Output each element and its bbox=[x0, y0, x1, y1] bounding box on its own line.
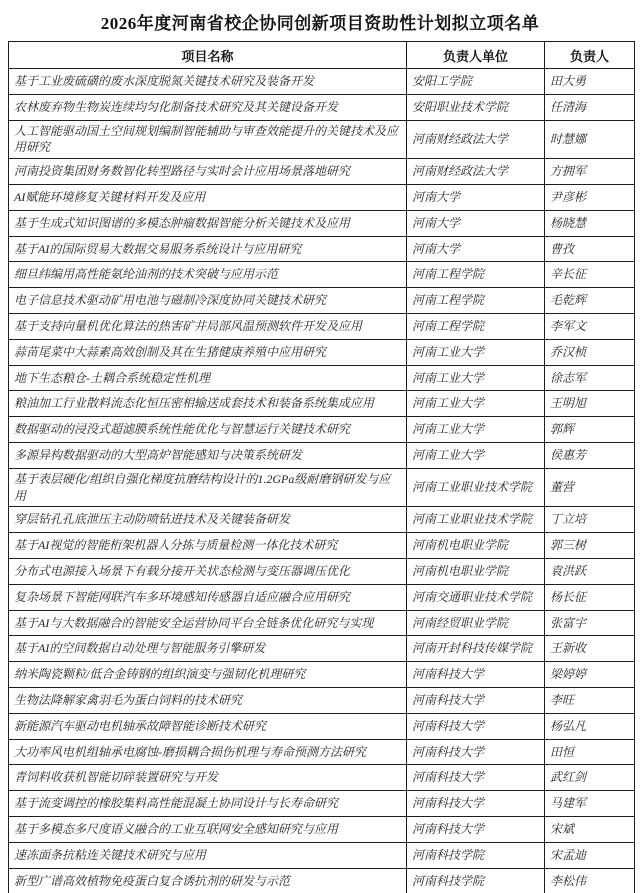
leader-unit-cell: 安阳工学院 bbox=[407, 69, 545, 95]
table-row bbox=[9, 791, 635, 817]
project-roster-table bbox=[8, 41, 635, 893]
leader-name-cell: 梁婷婷 bbox=[545, 662, 635, 688]
leader-name-cell: 董营 bbox=[545, 468, 635, 507]
project-name-cell: 生物法降解家禽羽毛为蛋白饲料的技术研究 bbox=[9, 687, 407, 713]
project-name-cell: 基于多模态多尺度语义融合的工业互联网安全感知研究与应用 bbox=[9, 816, 407, 842]
project-name-cell: 大功率风电机组轴承电腐蚀-磨损耦合损伤机理与寿命预测方法研究 bbox=[9, 739, 407, 765]
leader-unit-cell: 河南工业大学 bbox=[407, 417, 545, 443]
table-row bbox=[9, 610, 635, 636]
table-row bbox=[9, 468, 635, 507]
leader-name-cell: 李松伟 bbox=[545, 868, 635, 893]
leader-unit-cell: 河南大学 bbox=[407, 184, 545, 210]
table-row bbox=[9, 636, 635, 662]
leader-unit-cell: 河南经贸职业学院 bbox=[407, 610, 545, 636]
leader-name-cell: 王新收 bbox=[545, 636, 635, 662]
table-row bbox=[9, 868, 635, 893]
page-title: 2026年度河南省校企协同创新项目资助性计划拟立项名单 bbox=[100, 14, 540, 33]
project-name-cell: 基于AI的国际贸易大数据交易服务系统设计与应用研究 bbox=[9, 236, 407, 262]
project-name-cell: 河南投资集团财务数智化转型路径与实时会计应用场景落地研究 bbox=[9, 159, 407, 185]
project-name-cell: 基于AI的空间数据自动处理与智能服务引擎研发 bbox=[9, 636, 407, 662]
project-name-cell: 基于AI与大数据融合的智能安全运营协同平台全链条优化研究与实现 bbox=[9, 610, 407, 636]
leader-unit-cell: 河南科技大学 bbox=[407, 687, 545, 713]
table-body bbox=[9, 69, 635, 893]
leader-unit-cell: 河南机电职业学院 bbox=[407, 558, 545, 584]
table-row bbox=[9, 507, 635, 533]
leader-unit-cell: 河南工业大学 bbox=[407, 365, 545, 391]
leader-name-cell: 徐志军 bbox=[545, 365, 635, 391]
leader-unit-cell: 河南工业大学 bbox=[407, 391, 545, 417]
table-row bbox=[9, 533, 635, 559]
table-row bbox=[9, 184, 635, 210]
table-row bbox=[9, 662, 635, 688]
leader-name-cell: 杨长征 bbox=[545, 584, 635, 610]
leader-unit-cell: 河南工业职业技术学院 bbox=[407, 468, 545, 507]
table-row bbox=[9, 313, 635, 339]
leader-name-cell: 杨晓慧 bbox=[545, 210, 635, 236]
table-row bbox=[9, 417, 635, 443]
column-header-leader-unit: 负责人单位 bbox=[407, 42, 545, 69]
project-name-cell: 电子信息技术驱动矿用电池与磁制冷深度协同关键技术研究 bbox=[9, 288, 407, 314]
leader-unit-cell: 河南交通职业技术学院 bbox=[407, 584, 545, 610]
table-row bbox=[9, 159, 635, 185]
table-row bbox=[9, 442, 635, 468]
project-name-cell: 基于表层硬化/组织自强化梯度抗磨结构设计的1.2GPa级耐磨钢研发与应用 bbox=[9, 468, 407, 507]
leader-name-cell: 郭辉 bbox=[545, 417, 635, 443]
leader-name-cell: 田大勇 bbox=[545, 69, 635, 95]
table-row bbox=[9, 210, 635, 236]
leader-unit-cell: 河南科技大学 bbox=[407, 739, 545, 765]
leader-name-cell: 侯惠芳 bbox=[545, 442, 635, 468]
table-row bbox=[9, 687, 635, 713]
leader-unit-cell: 河南财经政法大学 bbox=[407, 120, 545, 159]
project-name-cell: 复杂场景下智能网联汽车多环境感知传感器自适应融合应用研究 bbox=[9, 584, 407, 610]
table-row bbox=[9, 94, 635, 120]
column-header-leader: 负责人 bbox=[545, 42, 635, 69]
leader-unit-cell: 河南机电职业学院 bbox=[407, 533, 545, 559]
leader-name-cell: 王明旭 bbox=[545, 391, 635, 417]
project-name-cell: 新能源汽车驱动电机轴承故障智能诊断技术研究 bbox=[9, 713, 407, 739]
table-row bbox=[9, 765, 635, 791]
project-name-cell: 青饲料收获机智能切碎装置研究与开发 bbox=[9, 765, 407, 791]
project-name-cell: 穿层钻孔孔底泄压主动防喷钻进技术及关键装备研发 bbox=[9, 507, 407, 533]
table-row bbox=[9, 584, 635, 610]
leader-unit-cell: 河南工程学院 bbox=[407, 262, 545, 288]
leader-name-cell: 乔汉桢 bbox=[545, 339, 635, 365]
leader-unit-cell: 河南工业大学 bbox=[407, 442, 545, 468]
table-row bbox=[9, 236, 635, 262]
project-name-cell: 基于工业废硫磺的废水深度脱氮关键技术研究及装备开发 bbox=[9, 69, 407, 95]
project-name-cell: 多源异构数据驱动的大型高炉智能感知与决策系统研发 bbox=[9, 442, 407, 468]
table-row bbox=[9, 262, 635, 288]
project-name-cell: 细旦纬编用高性能氨纶油剂的技术突破与应用示范 bbox=[9, 262, 407, 288]
project-name-cell: 农林废弃物生物炭连续均匀化制备技术研究及其关键设备开发 bbox=[9, 94, 407, 120]
table-header bbox=[9, 42, 635, 69]
column-header-project-name: 项目名称 bbox=[9, 42, 407, 69]
project-name-cell: 基于流变调控的橡胶集料高性能混凝土协同设计与长寿命研究 bbox=[9, 791, 407, 817]
leader-unit-cell: 河南财经政法大学 bbox=[407, 159, 545, 185]
table-row bbox=[9, 842, 635, 868]
table-row bbox=[9, 558, 635, 584]
leader-name-cell: 毛乾辉 bbox=[545, 288, 635, 314]
table-row bbox=[9, 713, 635, 739]
leader-unit-cell: 河南工程学院 bbox=[407, 288, 545, 314]
project-name-cell: 粮油加工行业散料流态化恒压密相输送成套技术和装备系统集成应用 bbox=[9, 391, 407, 417]
leader-name-cell: 时慧娜 bbox=[545, 120, 635, 159]
table-row bbox=[9, 365, 635, 391]
project-name-cell: 基于AI视觉的智能桁架机器人分拣与质量检测一体化技术研究 bbox=[9, 533, 407, 559]
leader-name-cell: 宋孟迪 bbox=[545, 842, 635, 868]
table-row bbox=[9, 288, 635, 314]
leader-unit-cell: 河南科技学院 bbox=[407, 842, 545, 868]
project-name-cell: 蒜苗尾菜中大蒜素高效创制及其在生猪健康养殖中应用研究 bbox=[9, 339, 407, 365]
leader-unit-cell: 河南科技学院 bbox=[407, 868, 545, 893]
leader-name-cell: 武红剑 bbox=[545, 765, 635, 791]
leader-name-cell: 辛长征 bbox=[545, 262, 635, 288]
table-row bbox=[9, 739, 635, 765]
leader-name-cell: 李军文 bbox=[545, 313, 635, 339]
project-name-cell: 基于支持向量机优化算法的热害矿井局部风温预测软件开发及应用 bbox=[9, 313, 407, 339]
project-name-cell: 分布式电源接入场景下有载分接开关状态检测与变压器调压优化 bbox=[9, 558, 407, 584]
leader-unit-cell: 河南大学 bbox=[407, 236, 545, 262]
leader-unit-cell: 河南科技大学 bbox=[407, 662, 545, 688]
table-row bbox=[9, 391, 635, 417]
leader-name-cell: 丁立培 bbox=[545, 507, 635, 533]
leader-name-cell: 任清海 bbox=[545, 94, 635, 120]
leader-unit-cell: 河南大学 bbox=[407, 210, 545, 236]
project-name-cell: 人工智能驱动国土空间规划编制智能辅助与审查效能提升的关键技术及应用研究 bbox=[9, 120, 407, 159]
leader-unit-cell: 河南工程学院 bbox=[407, 313, 545, 339]
table-row bbox=[9, 339, 635, 365]
project-name-cell: AI赋能环境修复关键材料开发及应用 bbox=[9, 184, 407, 210]
leader-unit-cell: 河南工业职业技术学院 bbox=[407, 507, 545, 533]
leader-name-cell: 李旺 bbox=[545, 687, 635, 713]
leader-name-cell: 郭三树 bbox=[545, 533, 635, 559]
leader-unit-cell: 河南科技大学 bbox=[407, 791, 545, 817]
header-row bbox=[9, 42, 635, 69]
project-name-cell: 基于生成式知识图谱的多模态肿瘤数据智能分析关键技术及应用 bbox=[9, 210, 407, 236]
leader-name-cell: 张富宇 bbox=[545, 610, 635, 636]
leader-unit-cell: 河南科技大学 bbox=[407, 713, 545, 739]
leader-name-cell: 杨弘凡 bbox=[545, 713, 635, 739]
project-name-cell: 纳米陶瓷颗粒/低合金铸钢的组织演变与强韧化机理研究 bbox=[9, 662, 407, 688]
leader-unit-cell: 安阳职业技术学院 bbox=[407, 94, 545, 120]
project-name-cell: 地下生态粮仓-土耦合系统稳定性机理 bbox=[9, 365, 407, 391]
leader-unit-cell: 河南科技大学 bbox=[407, 816, 545, 842]
leader-name-cell: 曹孜 bbox=[545, 236, 635, 262]
table-row bbox=[9, 816, 635, 842]
table-row bbox=[9, 120, 635, 159]
project-name-cell: 新型广谱高效植物免疫蛋白复合诱抗剂的研发与示范 bbox=[9, 868, 407, 893]
leader-name-cell: 尹彦彬 bbox=[545, 184, 635, 210]
leader-name-cell: 田恒 bbox=[545, 739, 635, 765]
leader-unit-cell: 河南工业大学 bbox=[407, 339, 545, 365]
leader-name-cell: 宋斌 bbox=[545, 816, 635, 842]
leader-name-cell: 方拥军 bbox=[545, 159, 635, 185]
leader-name-cell: 袁洪跃 bbox=[545, 558, 635, 584]
leader-name-cell: 马建军 bbox=[545, 791, 635, 817]
leader-unit-cell: 河南开封科技传媒学院 bbox=[407, 636, 545, 662]
project-name-cell: 速冻面条抗粘连关键技术研究与应用 bbox=[9, 842, 407, 868]
leader-unit-cell: 河南科技大学 bbox=[407, 765, 545, 791]
table-row bbox=[9, 69, 635, 95]
project-name-cell: 数据驱动的浸没式超滤膜系统性能优化与智慧运行关键技术研究 bbox=[9, 417, 407, 443]
